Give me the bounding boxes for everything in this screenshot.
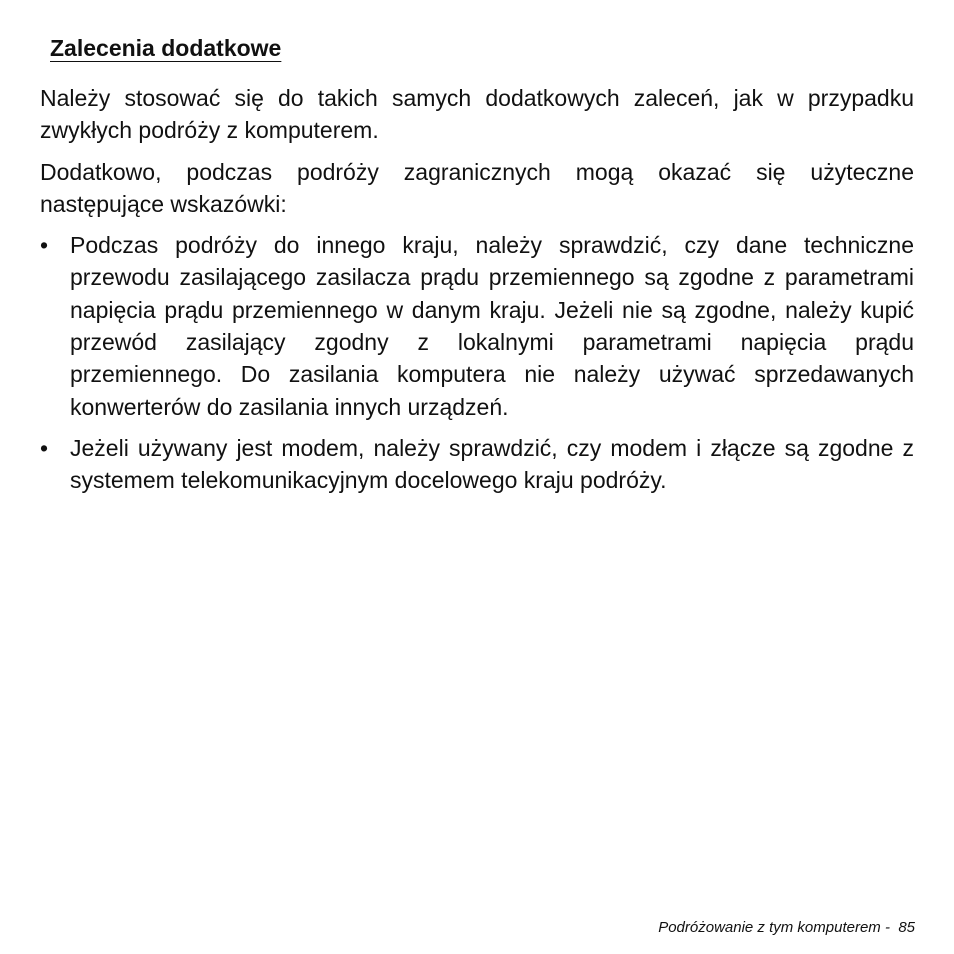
- tips-intro-paragraph: Dodatkowo, podczas podróży zagranicznych mogą okazać się użyteczne następujące wskazówki:: [40, 158, 914, 217]
- intro-paragraph: Należy stosować się do takich samych dodatkowych zaleceń, jak w przypadku zwykłych podróży z komputerem.: [40, 85, 914, 144]
- list-item: [40, 229, 914, 423]
- page-footer: [658, 918, 915, 938]
- footer-section-title: Podróżowanie z tym komputerem -: [658, 919, 890, 936]
- tips-list: [40, 229, 914, 496]
- section-heading: Zalecenia dodatkowe: [50, 35, 282, 61]
- page-number: 85: [898, 919, 915, 936]
- list-item-text: Podczas podróży do innego kraju, należy sprawdzić, czy dane techniczne przewodu zasilającego zasilacza prądu przemiennego są zgodne z parametrami napięcia prądu przemiennego w danym kraju. Jeżeli nie są zgodne, należy kupić przewód zasilający zgodny z lokalnymi parametrami napięcia prądu przemiennego. Do zasilania komputera nie należy używać sprzedawanych konwerterów do zasilania innych urządzeń.: [70, 232, 914, 420]
- list-item: [40, 432, 914, 497]
- bullet-icon: •: [40, 434, 49, 461]
- list-item-text: Jeżeli używany jest modem, należy sprawdzić, czy modem i złącze są zgodne z systemem telekomunikacyjnym docelowego kraju podróży.: [70, 434, 914, 494]
- bullet-icon: •: [40, 232, 49, 259]
- page-content: [40, 82, 914, 506]
